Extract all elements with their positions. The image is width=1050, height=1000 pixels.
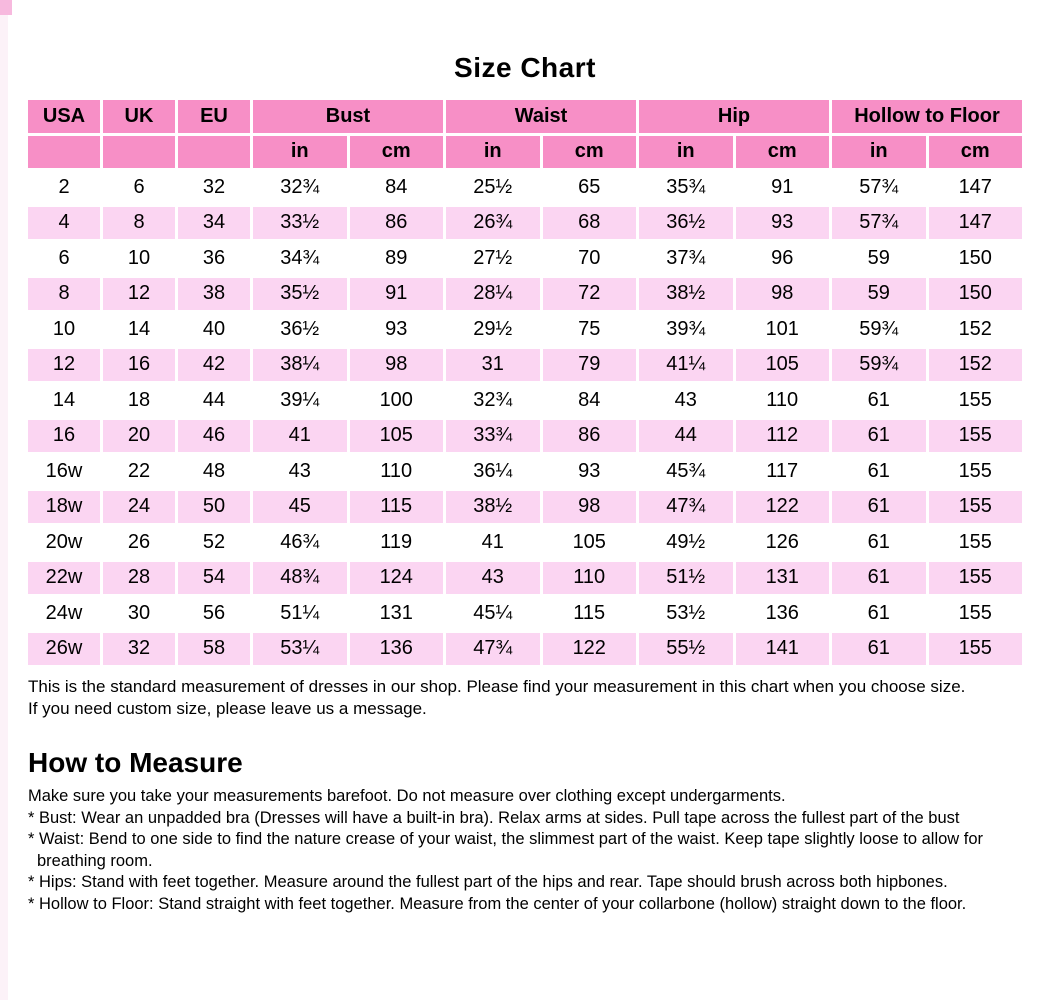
size-cell: 14 [103, 313, 175, 346]
unit-header-in: in [253, 136, 347, 169]
size-cell: 131 [350, 597, 444, 630]
size-cell: 38½ [446, 491, 540, 524]
size-cell: 61 [832, 562, 926, 595]
size-cell: 37¾ [639, 242, 733, 275]
table-row [28, 526, 1022, 559]
size-cell: 150 [929, 242, 1023, 275]
size-cell: 53½ [639, 597, 733, 630]
size-cell: 20 [103, 420, 175, 453]
size-cell: 59¾ [832, 349, 926, 382]
group-header-hollow-to-floor: Hollow to Floor [832, 100, 1022, 133]
size-cell: 42 [178, 349, 250, 382]
size-cell: 40 [178, 313, 250, 346]
size-cell: 84 [350, 171, 444, 204]
size-chart-table [25, 97, 1025, 668]
size-cell: 28 [103, 562, 175, 595]
size-cell: 91 [350, 278, 444, 311]
size-cell: 26¾ [446, 207, 540, 240]
size-cell: 72 [543, 278, 637, 311]
size-cell: 93 [736, 207, 830, 240]
size-cell: 39¼ [253, 384, 347, 417]
size-cell: 22 [103, 455, 175, 488]
size-cell: 101 [736, 313, 830, 346]
size-cell: 61 [832, 384, 926, 417]
size-cell: 4 [28, 207, 100, 240]
size-cell: 16 [103, 349, 175, 382]
size-cell: 75 [543, 313, 637, 346]
size-cell: 126 [736, 526, 830, 559]
size-chart-header [28, 100, 1022, 168]
table-row [28, 491, 1022, 524]
size-cell: 6 [28, 242, 100, 275]
size-cell: 86 [350, 207, 444, 240]
size-cell: 36½ [253, 313, 347, 346]
empty-header-cell [103, 136, 175, 169]
size-cell: 59 [832, 242, 926, 275]
size-cell: 36 [178, 242, 250, 275]
size-cell: 32¾ [446, 384, 540, 417]
table-row [28, 384, 1022, 417]
size-cell: 24w [28, 597, 100, 630]
size-cell: 155 [929, 526, 1023, 559]
size-cell: 56 [178, 597, 250, 630]
size-cell: 115 [350, 491, 444, 524]
size-cell: 25½ [446, 171, 540, 204]
col-header-eu: EU [178, 100, 250, 133]
size-cell: 6 [103, 171, 175, 204]
size-cell: 98 [350, 349, 444, 382]
size-cell: 8 [28, 278, 100, 311]
size-cell: 147 [929, 207, 1023, 240]
size-cell: 59¾ [832, 313, 926, 346]
size-cell: 36½ [639, 207, 733, 240]
size-cell: 155 [929, 455, 1023, 488]
size-cell: 43 [639, 384, 733, 417]
size-cell: 34 [178, 207, 250, 240]
unit-header-in: in [832, 136, 926, 169]
size-cell: 47¾ [639, 491, 733, 524]
size-cell: 112 [736, 420, 830, 453]
table-row [28, 313, 1022, 346]
size-cell: 22w [28, 562, 100, 595]
bullet-hollow-to-floor: * Hollow to Floor: Stand straight with feet together. Measure from the center of your collarbone (hollow) straight down to the floor. [28, 894, 967, 913]
size-cell: 27½ [446, 242, 540, 275]
size-cell: 61 [832, 526, 926, 559]
size-cell: 86 [543, 420, 637, 453]
size-cell: 35½ [253, 278, 347, 311]
size-cell: 105 [543, 526, 637, 559]
size-cell: 136 [350, 633, 444, 666]
table-row [28, 207, 1022, 240]
size-cell: 18 [103, 384, 175, 417]
size-cell: 110 [543, 562, 637, 595]
corner-pink-square [0, 0, 12, 15]
size-cell: 45 [253, 491, 347, 524]
size-cell: 29½ [446, 313, 540, 346]
size-cell: 34¾ [253, 242, 347, 275]
size-cell: 53¼ [253, 633, 347, 666]
size-cell: 141 [736, 633, 830, 666]
size-cell: 84 [543, 384, 637, 417]
size-cell: 93 [350, 313, 444, 346]
size-cell: 51¼ [253, 597, 347, 630]
unit-header-cm: cm [350, 136, 444, 169]
size-cell: 16w [28, 455, 100, 488]
size-cell: 155 [929, 562, 1023, 595]
size-cell: 45¾ [639, 455, 733, 488]
size-cell: 20w [28, 526, 100, 559]
size-cell: 48¾ [253, 562, 347, 595]
bullet-hips: * Hips: Stand with feet together. Measure around the fullest part of the hips and rear. Tape should brush across both hipbones. [28, 873, 948, 891]
size-cell: 38¼ [253, 349, 347, 382]
size-cell: 41 [253, 420, 347, 453]
table-row [28, 242, 1022, 275]
size-cell: 33½ [253, 207, 347, 240]
size-cell: 52 [178, 526, 250, 559]
size-cell: 150 [929, 278, 1023, 311]
size-cell: 55½ [639, 633, 733, 666]
size-cell: 32 [178, 171, 250, 204]
size-cell: 91 [736, 171, 830, 204]
size-cell: 57¾ [832, 207, 926, 240]
group-header-waist: Waist [446, 100, 636, 133]
size-cell: 49½ [639, 526, 733, 559]
size-cell: 41¼ [639, 349, 733, 382]
size-cell: 10 [103, 242, 175, 275]
size-cell: 47¾ [446, 633, 540, 666]
size-cell: 155 [929, 491, 1023, 524]
size-cell: 119 [350, 526, 444, 559]
unit-header-cm: cm [543, 136, 637, 169]
size-cell: 12 [103, 278, 175, 311]
size-cell: 41 [446, 526, 540, 559]
size-table-body [28, 171, 1022, 665]
size-cell: 31 [446, 349, 540, 382]
size-cell: 57¾ [832, 171, 926, 204]
size-cell: 155 [929, 597, 1023, 630]
size-cell: 26 [103, 526, 175, 559]
size-cell: 105 [736, 349, 830, 382]
size-cell: 18w [28, 491, 100, 524]
size-cell: 45¼ [446, 597, 540, 630]
size-cell: 44 [639, 420, 733, 453]
col-header-usa: USA [28, 100, 100, 133]
size-cell: 136 [736, 597, 830, 630]
size-cell: 110 [350, 455, 444, 488]
size-cell: 96 [736, 242, 830, 275]
size-cell: 98 [543, 491, 637, 524]
size-cell: 100 [350, 384, 444, 417]
size-cell: 58 [178, 633, 250, 666]
size-cell: 16 [28, 420, 100, 453]
empty-header-cell [28, 136, 100, 169]
table-row [28, 278, 1022, 311]
size-cell: 122 [543, 633, 637, 666]
size-cell: 117 [736, 455, 830, 488]
size-cell: 124 [350, 562, 444, 595]
table-row [28, 420, 1022, 453]
size-cell: 115 [543, 597, 637, 630]
size-cell: 61 [832, 597, 926, 630]
size-cell: 93 [543, 455, 637, 488]
table-row [28, 597, 1022, 630]
size-cell: 44 [178, 384, 250, 417]
size-cell: 54 [178, 562, 250, 595]
size-cell: 155 [929, 633, 1023, 666]
how-to-measure-intro: Make sure you take your measurements barefoot. Do not measure over clothing except undergarments. [28, 787, 786, 805]
size-cell: 2 [28, 171, 100, 204]
table-row [28, 349, 1022, 382]
unit-header-cm: cm [736, 136, 830, 169]
size-cell: 65 [543, 171, 637, 204]
size-cell: 43 [253, 455, 347, 488]
bullet-waist: * Waist: Bend to one side to find the nature crease of your waist, the slimmest part of the waist. Keep tape slightly loose to allow for breathing room. [28, 830, 984, 870]
standard-measurement-note: This is the standard measurement of dresses in our shop. Please find your measurement in this chart when you choose size. [28, 677, 966, 696]
table-row [28, 562, 1022, 595]
size-cell: 32¾ [253, 171, 347, 204]
size-cell: 110 [736, 384, 830, 417]
col-header-uk: UK [103, 100, 175, 133]
group-header-hip: Hip [639, 100, 829, 133]
below-table-text [28, 676, 1028, 915]
size-cell: 30 [103, 597, 175, 630]
unit-header-in: in [446, 136, 540, 169]
size-cell: 152 [929, 313, 1023, 346]
size-cell: 68 [543, 207, 637, 240]
size-cell: 122 [736, 491, 830, 524]
size-cell: 38½ [639, 278, 733, 311]
size-cell: 61 [832, 633, 926, 666]
size-cell: 152 [929, 349, 1023, 382]
size-cell: 70 [543, 242, 637, 275]
unit-header-in: in [639, 136, 733, 169]
header-row-groups [28, 100, 1022, 133]
group-header-bust: Bust [253, 100, 443, 133]
size-cell: 32 [103, 633, 175, 666]
header-row-units [28, 136, 1022, 169]
size-cell: 48 [178, 455, 250, 488]
size-cell: 79 [543, 349, 637, 382]
empty-header-cell [178, 136, 250, 169]
size-cell: 43 [446, 562, 540, 595]
size-cell: 26w [28, 633, 100, 666]
size-cell: 14 [28, 384, 100, 417]
size-cell: 89 [350, 242, 444, 275]
size-cell: 38 [178, 278, 250, 311]
custom-size-note: If you need custom size, please leave us a message. [28, 699, 427, 718]
left-edge-strip [0, 0, 8, 1000]
size-cell: 46¾ [253, 526, 347, 559]
size-cell: 61 [832, 420, 926, 453]
size-cell: 28¼ [446, 278, 540, 311]
size-cell: 155 [929, 420, 1023, 453]
size-cell: 24 [103, 491, 175, 524]
unit-header-cm: cm [929, 136, 1023, 169]
size-cell: 59 [832, 278, 926, 311]
size-cell: 46 [178, 420, 250, 453]
size-cell: 12 [28, 349, 100, 382]
size-cell: 50 [178, 491, 250, 524]
size-cell: 131 [736, 562, 830, 595]
size-cell: 10 [28, 313, 100, 346]
size-cell: 155 [929, 384, 1023, 417]
size-cell: 33¾ [446, 420, 540, 453]
size-cell: 98 [736, 278, 830, 311]
table-row [28, 633, 1022, 666]
size-cell: 39¾ [639, 313, 733, 346]
size-cell: 8 [103, 207, 175, 240]
size-cell: 61 [832, 491, 926, 524]
how-to-measure-heading: How to Measure [28, 747, 243, 778]
table-row [28, 171, 1022, 204]
size-cell: 36¼ [446, 455, 540, 488]
table-row [28, 455, 1022, 488]
size-cell: 35¾ [639, 171, 733, 204]
size-cell: 147 [929, 171, 1023, 204]
size-cell: 105 [350, 420, 444, 453]
size-cell: 61 [832, 455, 926, 488]
size-cell: 51½ [639, 562, 733, 595]
page-title: Size Chart [454, 52, 596, 83]
bullet-bust: * Bust: Wear an unpadded bra (Dresses will have a built-in bra). Relax arms at sides. Pull tape across the fullest part of the bust [28, 808, 960, 827]
